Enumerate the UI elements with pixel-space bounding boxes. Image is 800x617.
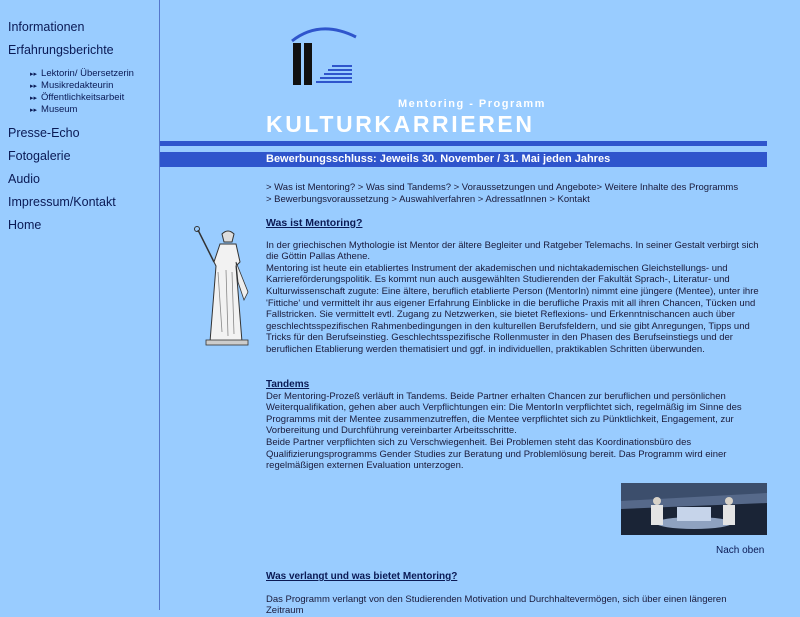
tandem-photo bbox=[621, 483, 767, 535]
banner-subtitle: Mentoring - Programm bbox=[398, 98, 546, 110]
nav-presse-echo[interactable]: Presse-Echo bbox=[8, 126, 80, 140]
section-mentoring bbox=[266, 218, 766, 356]
tandem-photo-image-icon bbox=[621, 483, 767, 535]
nav-impressum-kontakt[interactable]: Impressum/Kontakt bbox=[8, 195, 116, 209]
mentoring-paragraph-1: In der griechischen Mythologie ist Mentor der ältere Begleiter und Ratgeber Telemachs. In seiner Gestalt verbirgt sich die Göttin Pallas Athene. bbox=[266, 239, 759, 263]
subnav-item-musikredakteurin[interactable]: ▸▸ Musikredakteurin bbox=[30, 80, 114, 91]
nav-home[interactable]: Home bbox=[8, 218, 42, 232]
nach-oben-link[interactable]: Nach oben bbox=[716, 545, 765, 556]
sidebar bbox=[0, 0, 160, 610]
nav-fotogalerie[interactable]: Fotogalerie bbox=[8, 149, 71, 163]
section-tandems bbox=[266, 379, 766, 472]
nav-informationen[interactable]: Informationen bbox=[8, 20, 85, 34]
subnav-item-oeffentlichkeitsarbeit[interactable]: ▸▸ Öffentlichkeitsarbeit bbox=[30, 92, 125, 103]
breadcrumb-line-1[interactable]: > Was ist Mentoring? > Was sind Tandems? > Voraussetzungen und Angebote> Weitere Inhalte des Programms bbox=[266, 182, 739, 193]
heading-was-verlangt: Was verlangt und was bietet Mentoring? bbox=[266, 571, 458, 582]
heading-tandems: Tandems bbox=[266, 379, 310, 390]
breadcrumb-line-2[interactable]: > Bewerbungsvoraussetzung > Auswahlverfahren > AdressatInnen > Kontakt bbox=[266, 193, 590, 205]
mentoring-paragraph-2: Mentoring ist heute ein etabliertes Instrument der akademischen und nichtakademischen Gleichstellungs- und Karriereförderungspolitik. Es kommt nun auch ausgewählten Studierenden der Fakultät Sprach-, Literatur- und Kulturwissenschaft zugute: Eine ältere, beruflich etablierte Person (MentorIn) nimmt eine jüngere (Mentee), unter ihre 'Fittiche' und vermittelt ihr aus eigener Erfahrung Einblicke in die berufliche Praxis mit all ihren Chancen, Tücken und Fallstricken. Sie vermittelt evtl. Zugang zu Netzwerken, sie bietet Reflexions- und Erkenntnischancen auch über geschlechtsspezifischen Rahmenbedingungen in den kulturellen Berufsfeldern, und sie gibt Anregungen, Tipps und Tricks für den Berufseinstieg. Geschlechtsspezifische Rollenmuster in den Phasen des Berufseinstiegs und der beruflichen Etablierung werden thematisiert und ggf. in individuellen, praktikablen Schritten überwunden. bbox=[266, 262, 759, 355]
subnav-item-lektorin[interactable]: ▸▸ Lektorin/ Übersetzerin bbox=[30, 68, 134, 79]
double-arrow-icon: ▸▸ bbox=[30, 83, 38, 90]
breadcrumb bbox=[266, 182, 766, 205]
double-arrow-icon: ▸▸ bbox=[30, 107, 38, 114]
program-logo-icon bbox=[290, 25, 360, 87]
athena-statue-icon bbox=[192, 222, 254, 347]
tandems-paragraph-1: Der Mentoring-Prozeß verläuft in Tandems. Beide Partner erhalten Chancen zur beruflichen und persönlichen Weiterqualifikation, gehen aber auch Verpflichtungen ein: Die MentorIn verpflichtet sich, regelmäßig im Sinne des Programms mit der Mentee zusammenzutreffen, die Mentee verpflichtet sich zu Pünktlichkeit, Engagement, zur Vorbereitung und Durchführung vereinbarter Arbeitsschritte. bbox=[266, 390, 742, 437]
subnav-erfahrungsberichte bbox=[30, 68, 134, 116]
tandems-paragraph-2: Beide Partner verpflichten sich zu Verschwiegenheit. Bei Problemen steht das Koordinationsbüro des Qualifizierungsprogramms Gender Studies zur Beratung und Problemlösung bereit. Das Programm wird einer regelmäßigen externen Evaluation unterzogen. bbox=[266, 436, 727, 472]
subnav-item-museum[interactable]: ▸▸ Museum bbox=[30, 104, 78, 115]
verlangt-paragraph-1: Das Programm verlangt von den Studierenden Motivation und Durchhaltevermögen, sich über einen längeren Zeitraum bbox=[266, 593, 727, 617]
nav-audio[interactable]: Audio bbox=[8, 172, 40, 186]
banner-divider bbox=[160, 141, 767, 146]
double-arrow-icon: ▸▸ bbox=[30, 71, 38, 78]
main-content bbox=[160, 0, 800, 617]
double-arrow-icon: ▸▸ bbox=[30, 95, 38, 102]
banner-title: KULTURKARRIEREN bbox=[266, 111, 535, 137]
deadline-text: Bewerbungsschluss: Jeweils 30. November / 31. Mai jeden Jahres bbox=[266, 153, 611, 165]
nav-erfahrungsberichte[interactable]: Erfahrungsberichte bbox=[8, 43, 114, 57]
heading-was-ist-mentoring: Was ist Mentoring? bbox=[266, 217, 363, 229]
